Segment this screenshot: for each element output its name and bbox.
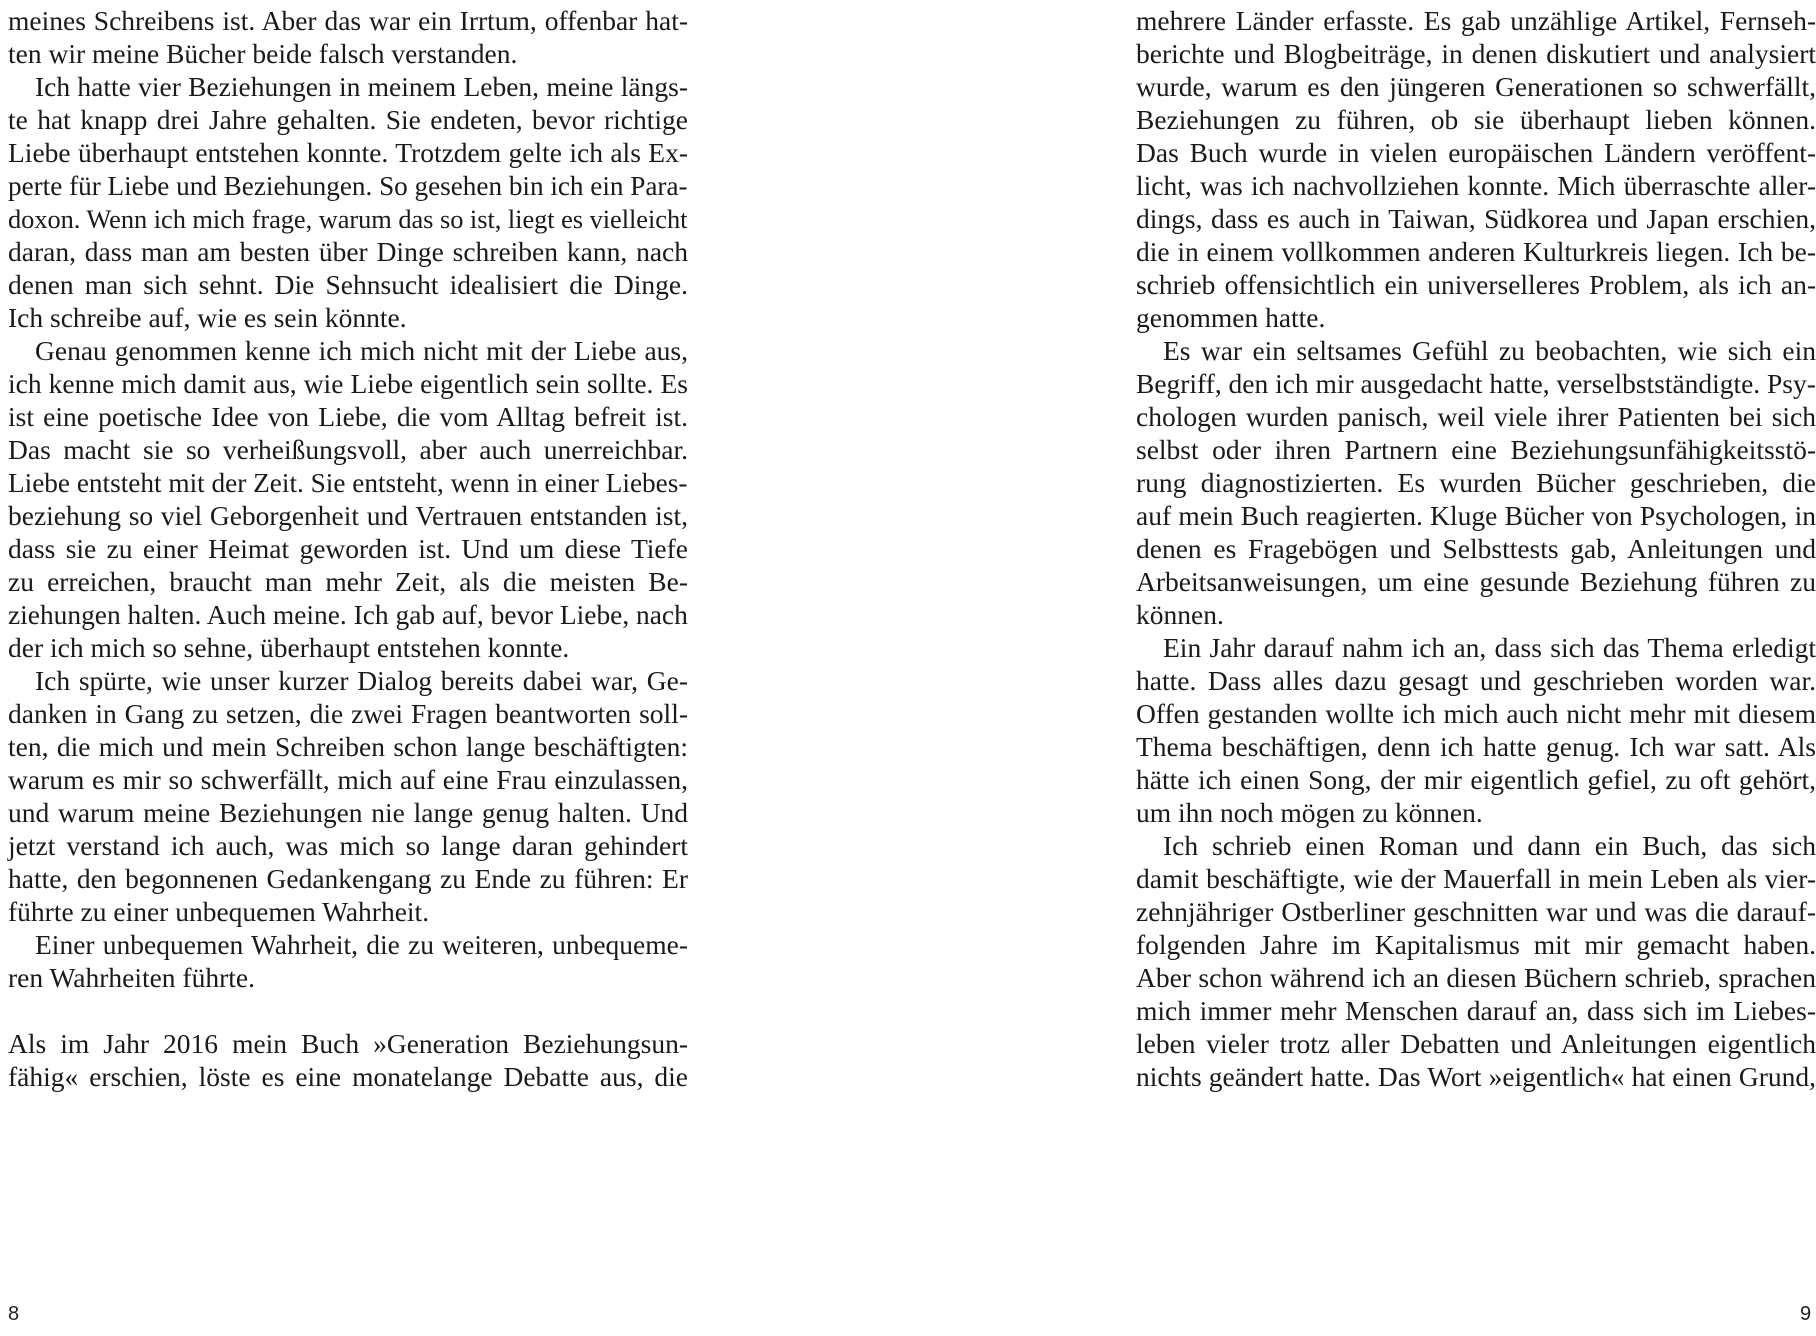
text-line: genommen hatte. <box>1136 302 1326 333</box>
text-line: Ich schrieb einen Roman und dann ein Buch, das sich <box>1163 830 1816 861</box>
text-line: Ein Jahr darauf nahm ich an, dass sich das Thema erledigt <box>1163 632 1816 663</box>
text-line: Es war ein seltsames Gefühl zu beobachten, wie sich ein <box>1163 335 1816 366</box>
text-line: denen es Fragebögen und Selbsttests gab, Anleitungen und <box>1136 533 1816 564</box>
text-line: Offen gestanden wollte ich mich auch nicht mehr mit diesem <box>1136 698 1816 729</box>
text-line: chologen wurden panisch, weil viele ihrer Patienten bei sich <box>1136 401 1816 432</box>
text-line: meines Schreibens ist. Aber das war ein Irrtum, offenbar hat- <box>8 5 688 36</box>
text-line: wurde, warum es den jüngeren Generationen so schwerfällt, <box>1136 71 1816 102</box>
text-line: Beziehungen zu führen, ob sie überhaupt lieben können. <box>1136 104 1816 135</box>
text-line: Einer unbequemen Wahrheit, die zu weiteren, unbequeme- <box>35 929 688 960</box>
text-line: zehnjähriger Ostberliner geschnitten war und was die darauf- <box>1136 896 1816 927</box>
text-line: hätte ich einen Song, der mir eigentlich gefiel, zu oft gehört, <box>1136 764 1816 795</box>
text-line: dings, dass es auch in Taiwan, Südkorea und Japan erschien, <box>1136 203 1816 234</box>
text-line: Als im Jahr 2016 mein Buch »Generation Beziehungsun- <box>8 1028 688 1059</box>
left-page-number: 8 <box>8 1303 20 1325</box>
text-line: fähig« erschien, löste es eine monatelange Debatte aus, die <box>8 1061 688 1092</box>
text-line: können. <box>1136 599 1224 630</box>
left-page <box>8 0 688 1336</box>
text-line: te hat knapp drei Jahre gehalten. Sie endeten, bevor richtige <box>8 104 688 135</box>
text-line: Thema beschäftigen, denn ich hatte genug. Ich war satt. Als <box>1136 731 1816 762</box>
text-line: und warum meine Beziehungen nie lange genug halten. Und <box>8 797 688 828</box>
text-line: hatte. Dass alles dazu gesagt und geschrieben worden war. <box>1136 665 1816 696</box>
text-line: selbst oder ihren Partnern eine Beziehungsunfähigkeitsstö- <box>1136 434 1816 465</box>
text-line: schrieb offensichtlich ein universelleres Problem, als ich an- <box>1136 269 1816 300</box>
text-line: leben vieler trotz aller Debatten und Anleitungen eigentlich <box>1136 1028 1816 1059</box>
text-line: ziehungen halten. Auch meine. Ich gab auf, bevor Liebe, nach <box>8 600 688 630</box>
text-line: zu erreichen, braucht man mehr Zeit, als die meisten Be- <box>8 566 688 597</box>
text-line: Ich schreibe auf, wie es sein könnte. <box>8 302 407 333</box>
text-line: beziehung so viel Geborgenheit und Vertrauen entstanden ist, <box>8 500 688 531</box>
text-line: ren Wahrheiten führte. <box>8 962 255 993</box>
text-line: mehrere Länder erfasste. Es gab unzählige Artikel, Fernseh- <box>1136 5 1816 36</box>
text-line: Aber schon während ich an diesen Büchern schrieb, sprachen <box>1136 962 1816 993</box>
text-line: Ich spürte, wie unser kurzer Dialog bereits dabei war, Ge- <box>35 665 688 696</box>
text-line: jetzt verstand ich auch, was mich so lange daran gehindert <box>8 830 688 861</box>
text-line: rung diagnostizierten. Es wurden Bücher geschrieben, die <box>1136 467 1816 498</box>
text-line: perte für Liebe und Beziehungen. So gesehen bin ich ein Para- <box>8 171 688 201</box>
text-line: um ihn noch mögen zu können. <box>1136 797 1483 828</box>
text-line: die in einem vollkommen anderen Kulturkreis liegen. Ich be- <box>1136 236 1816 267</box>
text-line: auf mein Buch reagierten. Kluge Bücher von Psychologen, in <box>1136 500 1816 531</box>
text-line: führte zu einer unbequemen Wahrheit. <box>8 896 430 927</box>
text-line: Begriff, den ich mir ausgedacht hatte, verselbstständigte. Psy- <box>1136 369 1816 399</box>
text-line: licht, was ich nachvollziehen konnte. Mich überraschte aller- <box>1136 170 1816 201</box>
text-line: denen man sich sehnt. Die Sehnsucht idealisiert die Dinge. <box>8 269 688 300</box>
text-line: mich immer mehr Menschen darauf an, dass sich im Liebes- <box>1136 995 1816 1026</box>
text-line: berichte und Blogbeiträge, in denen diskutiert und analysiert <box>1136 38 1816 69</box>
right-page <box>1136 0 1816 1336</box>
text-line: Liebe entsteht mit der Zeit. Sie entsteht, wenn in einer Liebes- <box>8 468 688 498</box>
text-line: Das Buch wurde in vielen europäischen Ländern veröffent- <box>1136 137 1816 168</box>
text-line: Genau genommen kenne ich mich nicht mit der Liebe aus, <box>35 335 688 366</box>
text-line: warum es mir so schwerfällt, mich auf eine Frau einzulassen, <box>8 764 688 795</box>
text-line: hatte, den begonnenen Gedankengang zu Ende zu führen: Er <box>8 863 688 894</box>
text-line: nichts geändert hatte. Das Wort »eigentlich« hat einen Grund, <box>1136 1061 1816 1092</box>
text-line: ist eine poetische Idee von Liebe, die vom Alltag befreit ist. <box>8 401 688 432</box>
text-line: Liebe überhaupt entstehen konnte. Trotzdem gelte ich als Ex- <box>8 137 688 168</box>
text-line: doxon. Wenn ich mich frage, warum das so ist, liegt es vielleicht <box>8 204 688 234</box>
text-line: ich kenne mich damit aus, wie Liebe eigentlich sein sollte. Es <box>8 368 688 399</box>
text-line: Das macht sie so verheißungsvoll, aber auch unerreichbar. <box>8 434 688 465</box>
text-line: dass sie zu einer Heimat geworden ist. Und um diese Tiefe <box>8 533 688 564</box>
text-line: Arbeitsanweisungen, um eine gesunde Beziehung führen zu <box>1136 566 1816 597</box>
text-line: danken in Gang zu setzen, die zwei Fragen beantworten soll- <box>8 698 688 729</box>
text-line: Ich hatte vier Beziehungen in meinem Leben, meine längs- <box>35 71 688 102</box>
text-line: daran, dass man am besten über Dinge schreiben kann, nach <box>8 236 688 267</box>
right-page-number: 9 <box>1800 1303 1812 1325</box>
text-line: der ich mich so sehne, überhaupt entstehen konnte. <box>8 632 570 663</box>
text-line: damit beschäftigte, wie der Mauerfall in mein Leben als vier- <box>1136 863 1816 894</box>
text-line: ten wir meine Bücher beide falsch verstanden. <box>8 38 518 69</box>
text-line: ten, die mich und mein Schreiben schon lange beschäftigten: <box>8 731 688 762</box>
text-line: folgenden Jahre im Kapitalismus mit mir gemacht haben. <box>1136 929 1816 960</box>
